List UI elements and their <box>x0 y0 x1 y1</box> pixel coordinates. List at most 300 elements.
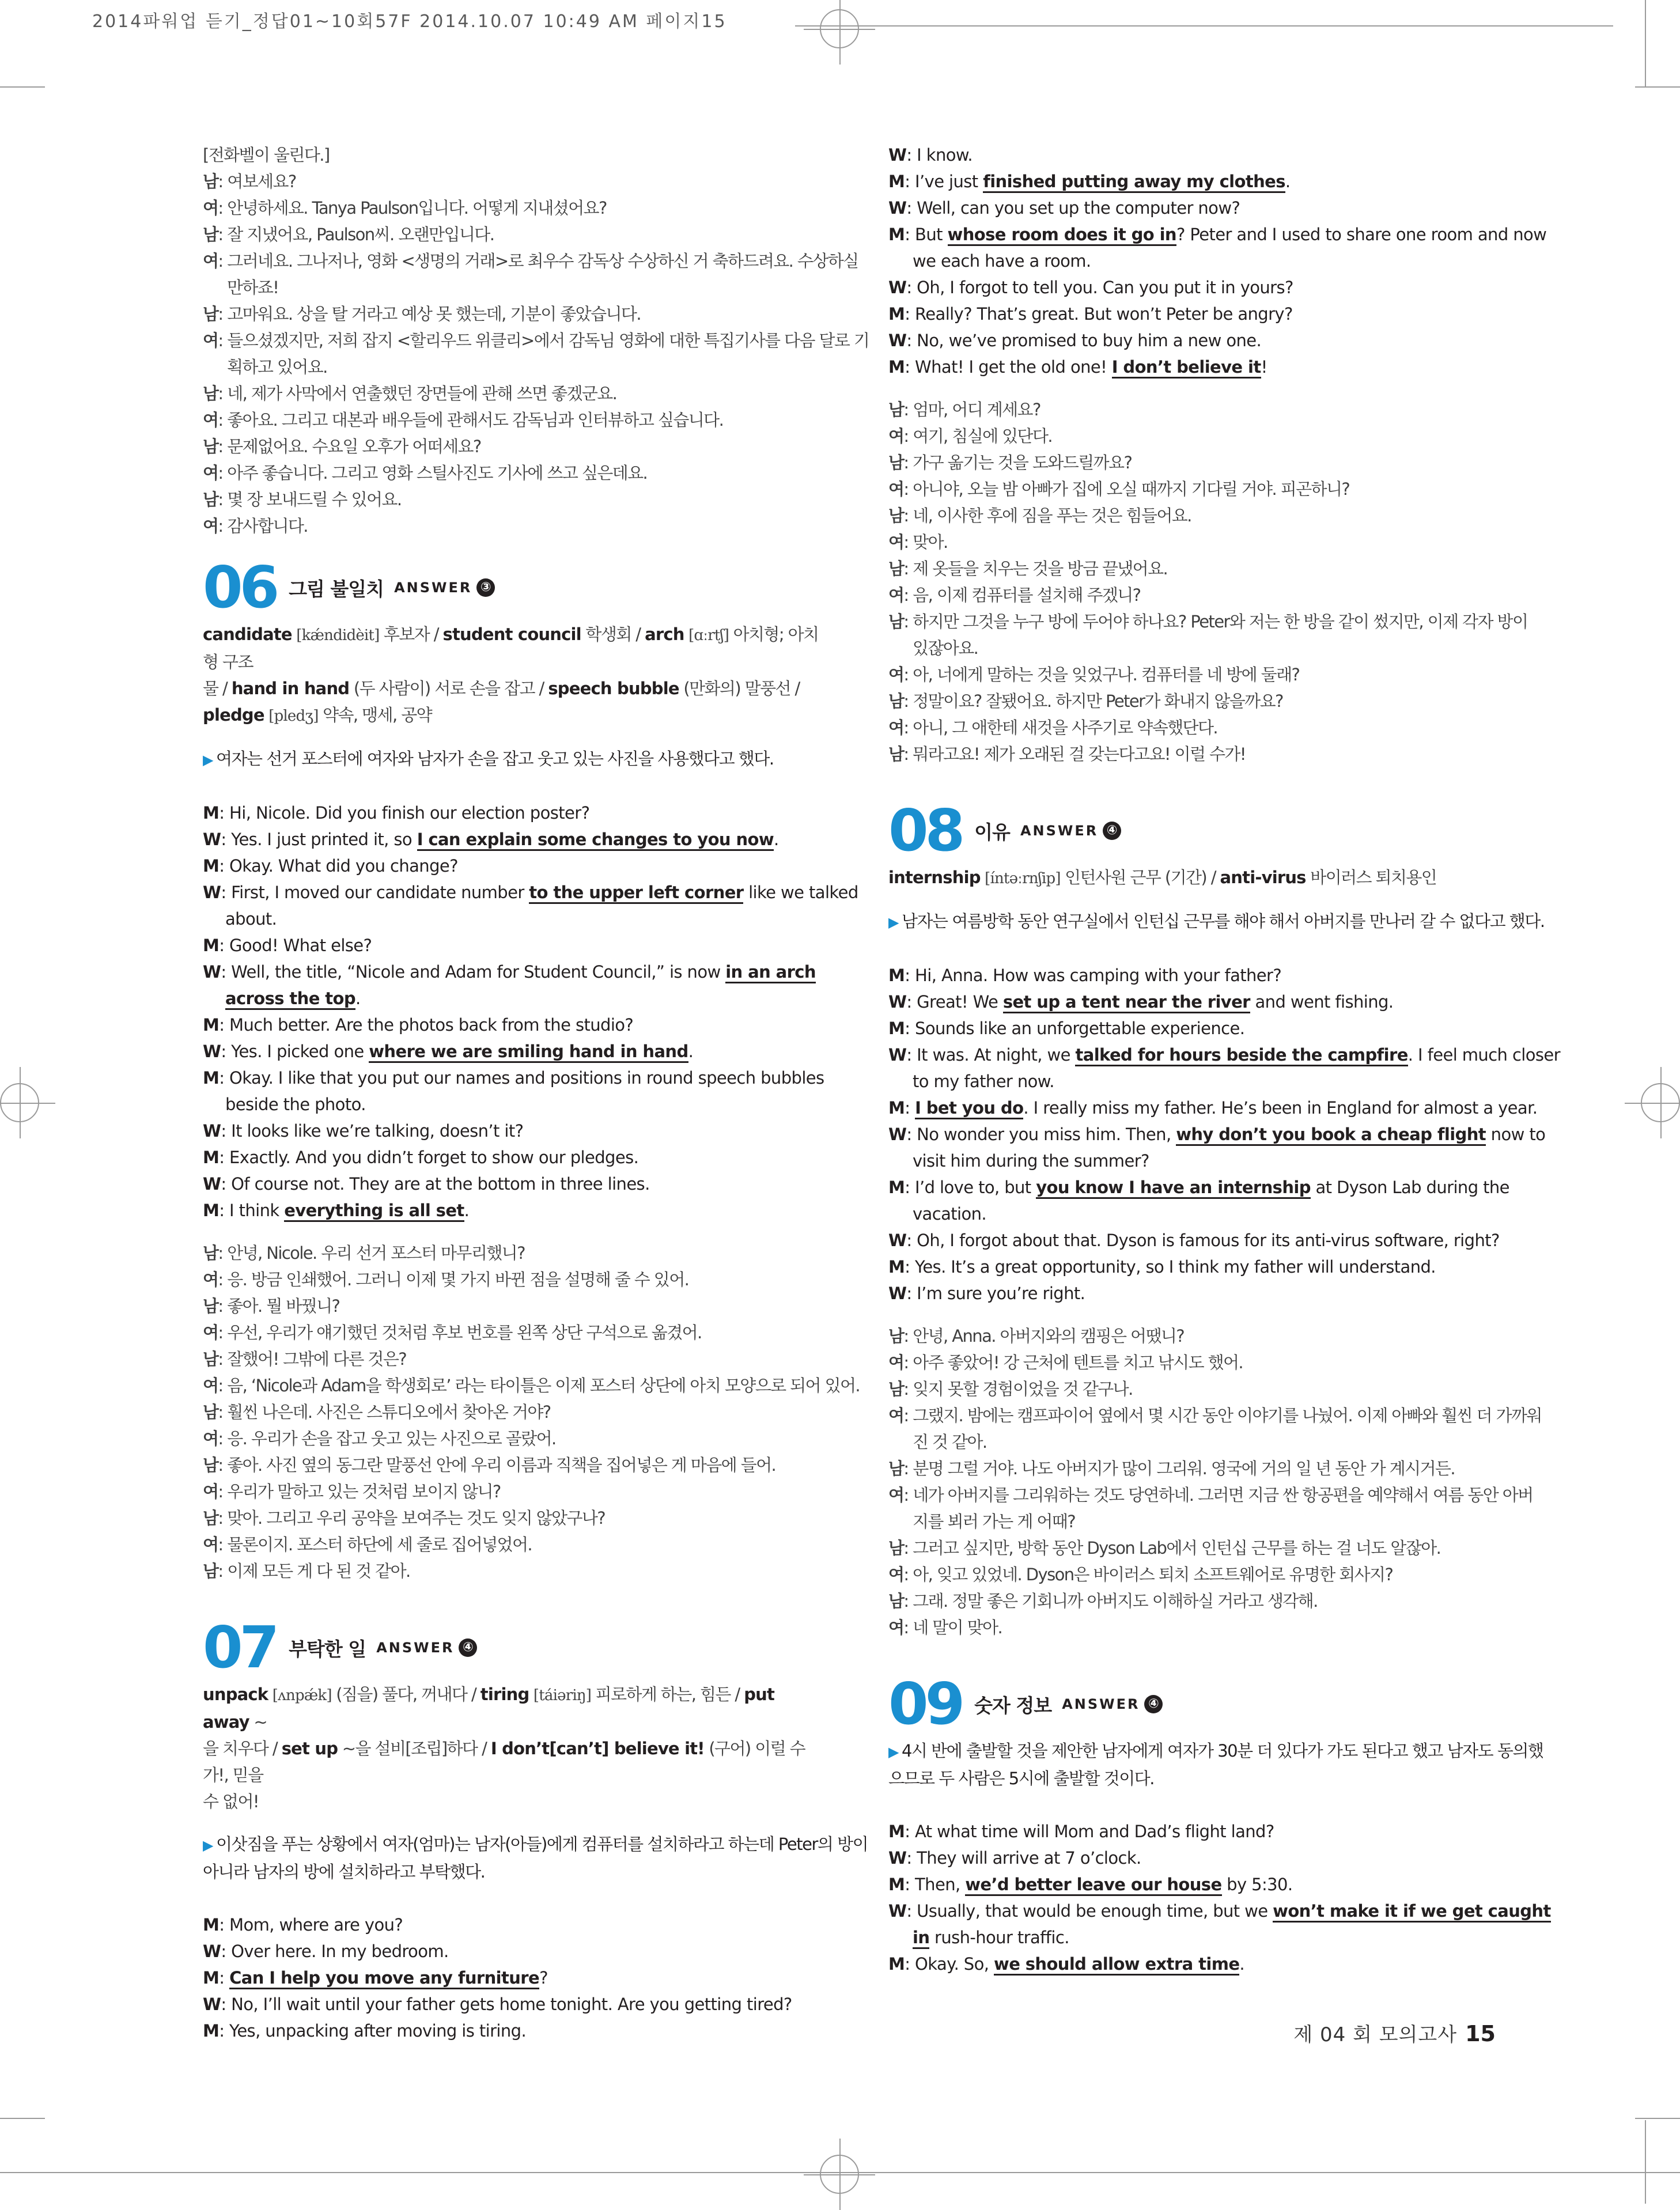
key-phrase: set up a tent near the river <box>1003 992 1250 1013</box>
korean-line <box>888 688 1514 714</box>
vocab-meaning: 수 없어! <box>203 1792 259 1811</box>
line-text: : Then, <box>905 1875 966 1894</box>
line-text: : 잊지 못할 경험이었을 것 같구나. <box>903 1379 1133 1399</box>
vocab-meaning: ~을 설비[조립]하다 / <box>338 1739 491 1758</box>
speaker-label: 남 <box>888 612 904 631</box>
dialogue-09 <box>888 1818 1551 1977</box>
korean-line <box>203 460 825 486</box>
section-08-heading <box>888 797 1514 864</box>
vocab-meaning: ~ <box>249 1712 267 1732</box>
speaker-label: W <box>203 1942 221 1961</box>
line-text: : First, I moved our candidate number <box>221 883 529 902</box>
dialogue-line <box>888 962 1514 989</box>
speaker-label: 여 <box>203 1535 218 1554</box>
korean-line <box>888 1376 1514 1402</box>
line-text: : What! I get the old one! <box>905 357 1112 377</box>
dialogue-line <box>203 1912 825 1938</box>
key-phrase: to the upper left corner <box>529 883 743 904</box>
key-phrase: we’d better leave our house <box>965 1875 1221 1896</box>
line-text: : 아, 너에게 말하는 것을 잊었구나. 컴퓨터를 네 방에 둘래? <box>903 665 1300 684</box>
line-text: : Over here. In my bedroom. <box>221 1942 449 1961</box>
speaker-label: 여 <box>888 479 904 499</box>
dialogue-line <box>888 1871 1514 1898</box>
line-text: beside the photo. <box>225 1095 366 1114</box>
vocab-term: arch <box>645 625 684 644</box>
speaker-label: 여 <box>203 1429 218 1448</box>
korean-line <box>203 1319 825 1346</box>
korean-line <box>203 221 825 248</box>
crop-line <box>1635 86 1680 88</box>
korean-line <box>203 274 825 301</box>
line-text: : 문제없어요. 수요일 오후가 어떠세요? <box>218 437 481 456</box>
dialogue-line <box>888 1095 1538 1121</box>
line-text: : Yes, unpacking after moving is tiring. <box>219 2021 527 2041</box>
dialogue-line <box>888 168 1514 195</box>
line-text: : 분명 그럴 거야. 나도 아버지가 많이 그리워. 영국에 거의 일 년 동안 가 계시거든. <box>903 1459 1455 1478</box>
dialogue-line <box>888 1818 1514 1845</box>
speaker-label: 남 <box>203 172 218 191</box>
speaker-label: 남 <box>888 1591 904 1611</box>
korean-line <box>203 142 825 168</box>
speaker-label: M <box>888 1954 905 1974</box>
vocab-term: set up <box>281 1739 338 1758</box>
speaker-label: 남 <box>203 490 218 509</box>
speaker-label: 여 <box>203 1482 218 1501</box>
speaker-label: M <box>888 1257 905 1277</box>
line-text: : I know. <box>906 145 973 165</box>
speaker-label: 여 <box>888 532 904 552</box>
line-text: : 네, 이사한 후에 짐을 푸는 것은 힘들어요. <box>903 506 1191 525</box>
key-phrase: I don’t believe it <box>1112 357 1261 379</box>
korean-line <box>203 327 869 354</box>
answer-mark: ④ <box>1103 822 1121 840</box>
speaker-label: 남 <box>203 1349 218 1369</box>
speaker-label: W <box>203 1121 221 1141</box>
speaker-label: 남 <box>203 1561 218 1581</box>
dialogue-line <box>888 354 1514 380</box>
key-phrase: why don’t you book a cheap flight <box>1176 1125 1486 1146</box>
dialogue-line <box>888 1254 1514 1280</box>
dialogue-line <box>888 1227 1514 1254</box>
line-text: : 안녕하세요. Tanya Paulson입니다. 어떻게 지내셨어요? <box>218 198 607 218</box>
dialogue-line <box>888 1042 1560 1068</box>
speaker-label: W <box>888 278 907 297</box>
speaker-label: 남 <box>888 453 904 472</box>
dialogue-line <box>203 1938 825 1965</box>
korean-line <box>203 1293 825 1319</box>
korean-line <box>888 1508 1514 1535</box>
line-text: : 감사합니다. <box>218 516 308 536</box>
dialogue-line <box>888 989 1514 1015</box>
speaker-label: 남 <box>203 1402 218 1422</box>
explanation-09-cont: 으므로 두 사람은 5시에 출발할 것이다. <box>888 1769 1154 1788</box>
line-text: : 좋아요. 그리고 대본과 배우들에 관해서도 감독님과 인터뷰하고 싶습니다. <box>218 410 724 430</box>
line-text: : They will arrive at 7 o’clock. <box>906 1848 1141 1868</box>
vocab-meaning: 을 치우다 / <box>203 1739 282 1758</box>
line-text: : No, we’ve promised to buy him a new one. <box>906 331 1262 350</box>
vocab-meaning: (구어) 이럴 수가!, 믿을 <box>203 1739 805 1785</box>
speaker-label: 남 <box>203 225 218 244</box>
dialogue-line <box>203 2018 825 2044</box>
speaker-label: M <box>888 225 905 244</box>
line-text: : Usually, that would be enough time, but we <box>906 1901 1273 1921</box>
vocabulary-08 <box>888 864 1514 892</box>
crop-line <box>1645 2120 1646 2204</box>
korean-line <box>203 248 858 274</box>
dialogue-line <box>888 301 1514 327</box>
speaker-label: W <box>203 1174 221 1194</box>
korean-line <box>203 354 825 380</box>
section-title: 이유 <box>974 820 1010 843</box>
line-text: : 여기, 침실에 있단다. <box>903 426 1052 446</box>
vocab-line <box>203 621 825 675</box>
speaker-label: W <box>888 1231 907 1250</box>
line-text: : Well, the title, “Nicole and Adam for Student Council,” is now <box>221 962 726 982</box>
line-text: vacation. <box>913 1204 987 1224</box>
dialogue-line <box>888 1201 1514 1227</box>
speaker-label: 여 <box>203 516 218 536</box>
speaker-label: W <box>888 331 907 350</box>
line-text: 진 것 같아. <box>913 1432 987 1452</box>
dialogue-line <box>888 1015 1514 1042</box>
registration-mark <box>0 1083 39 1122</box>
line-text: : But <box>905 225 948 244</box>
speaker-label: 여 <box>203 463 218 483</box>
speaker-label: M <box>203 1068 220 1088</box>
korean-line <box>203 1266 825 1293</box>
speaker-label: 여 <box>888 718 904 737</box>
line-text: : 좋아. 사진 옆의 동그란 말풍선 안에 우리 이름과 직책을 집어넣은 게 마음에 들어. <box>218 1455 776 1475</box>
crop-line <box>795 25 1613 27</box>
korean-line <box>203 195 825 221</box>
speaker-label: W <box>203 830 221 849</box>
line-text: 있잖아요. <box>913 638 978 658</box>
speaker-label: W <box>888 1284 907 1303</box>
vocab-meaning: 학생회 / <box>581 625 645 644</box>
line-text: ? Peter and I used to share one room and now <box>1176 225 1547 244</box>
line-text: : 좋아. 뭘 바꿨니? <box>218 1296 340 1316</box>
speaker-label: 여 <box>203 331 218 350</box>
speaker-label: W <box>888 198 907 218</box>
page-number: 15 <box>1465 2021 1496 2046</box>
explanation-text: 이삿짐을 푸는 상황에서 여자(엄마)는 남자(아들)에게 컴퓨터를 설치하라고 하는데 Peter의 방이 <box>215 1834 868 1854</box>
line-text: : Oh, I forgot to tell you. Can you put it in yours? <box>906 278 1293 297</box>
line-text: rush-hour traffic. <box>929 1928 1069 1947</box>
vocab-line <box>203 702 825 729</box>
key-phrase: I can explain some changes to you now <box>417 830 774 851</box>
line-text: : 아주 좋았어! 강 근처에 텐트를 치고 낚시도 했어. <box>903 1353 1243 1372</box>
line-text: : 아니, 그 애한테 새것을 사주기로 약속했단다. <box>903 718 1217 737</box>
line-text: : 그러네요. 그나저나, 영화 <생명의 거래>로 최우수 감독상 수상하신 거 축하드려요. 수상하실 <box>218 251 858 271</box>
line-text: : 안녕, Nicole. 우리 선거 포스터 마무리했니? <box>218 1243 525 1263</box>
line-text: : 뭐라고요! 제가 오래된 걸 갖는다고요! 이럴 수가! <box>903 744 1246 764</box>
vocab-term: hand in hand <box>231 679 350 698</box>
line-text: : Exactly. And you didn’t forget to show our pledges. <box>219 1148 639 1167</box>
korean-line <box>888 582 1514 608</box>
speaker-label: 남 <box>888 691 904 711</box>
crop-line <box>1645 0 1646 86</box>
speaker-label: M <box>888 966 905 985</box>
section-number: 06 <box>203 554 277 621</box>
dialogue-line <box>888 327 1514 354</box>
korean-line <box>888 396 1514 423</box>
phonetic: [kǽndidèit] <box>292 627 384 644</box>
line-text: : Hi, Nicole. Did you finish our election poster? <box>219 803 590 823</box>
line-text: : Good! What else? <box>219 936 372 955</box>
line-text: : 이제 모든 게 다 된 것 같아. <box>218 1561 410 1581</box>
key-phrase: I bet you do <box>915 1098 1023 1119</box>
vocab-meaning: 후보자 / <box>383 625 443 644</box>
vocab-term: unpack <box>203 1685 268 1704</box>
dialogue-line <box>888 142 1514 168</box>
registration-mark <box>820 9 859 48</box>
answer-label: ANSWER <box>394 580 472 596</box>
exam-label: 제 04 회 모의고사 <box>1293 2023 1458 2046</box>
section-number: 07 <box>203 1614 277 1681</box>
section-06-heading <box>203 554 825 621</box>
line-text: ? <box>539 1968 548 1988</box>
line-text: : 아주 좋습니다. 그리고 영화 스틸사진도 기사에 쓰고 싶은데요. <box>218 463 648 483</box>
key-phrase: in an arch <box>725 962 816 983</box>
dialogue-line <box>203 1038 825 1065</box>
line-text: at Dyson Lab during the <box>1310 1178 1509 1197</box>
explanation-text: 4시 반에 출발할 것을 제안한 남자에게 여자가 30분 더 있다가 가도 된다고 했고 남자도 동의했 <box>901 1741 1543 1761</box>
dialogue-line <box>203 1197 825 1224</box>
key-phrase: where we are smiling hand in hand <box>369 1042 688 1063</box>
korean-line <box>888 1349 1514 1376</box>
korean-line <box>203 301 825 327</box>
korean-line <box>203 1346 825 1372</box>
dialogue-line <box>203 1171 825 1197</box>
line-text: 획하고 있어요. <box>227 357 327 377</box>
dialogue-line <box>203 932 825 959</box>
line-text: : Mom, where are you? <box>219 1915 403 1935</box>
korean-line <box>888 714 1514 741</box>
line-text: : Yes. It’s a great opportunity, so I think my father will understand. <box>905 1257 1436 1277</box>
vocab-term: put away <box>203 1685 775 1732</box>
line-text: : 음, 이제 컴퓨터를 설치해 주겠니? <box>903 585 1141 605</box>
dialogue-line <box>888 248 1514 274</box>
vocab-meaning: (짐을) 풀다, 꺼내다 / <box>336 1685 480 1704</box>
speaker-label: 여 <box>888 665 904 684</box>
korean-line <box>203 1558 825 1584</box>
speaker-label: W <box>203 962 221 982</box>
line-text: . I feel much closer <box>1407 1045 1560 1065</box>
speaker-label: 여 <box>203 1376 218 1395</box>
speaker-label: M <box>203 803 220 823</box>
speaker-label: W <box>888 145 907 165</box>
speaker-label: 여 <box>203 410 218 430</box>
vocab-term: tiring <box>480 1685 529 1704</box>
vocab-meaning: 약속, 맹세, 공약 <box>323 705 432 725</box>
crop-line <box>0 86 45 88</box>
line-text: : It was. At night, we <box>906 1045 1076 1065</box>
speaker-label: 남 <box>203 384 218 403</box>
left-column <box>203 142 869 2044</box>
line-text: : It looks like we’re talking, doesn’t it? <box>221 1121 524 1141</box>
line-text: now to <box>1486 1125 1546 1144</box>
korean-line <box>203 1478 825 1505</box>
line-text: : 몇 장 보내드릴 수 있어요. <box>218 490 402 509</box>
dialogue-line <box>888 1068 1514 1095</box>
dialogue-line <box>888 274 1514 301</box>
speaker-label: W <box>203 883 221 902</box>
line-text: : Oh, I forgot about that. Dyson is famous for its anti-virus software, right? <box>906 1231 1500 1250</box>
korean-line <box>888 635 1514 661</box>
explanation-09 <box>888 1738 1543 1765</box>
dialogue-line <box>203 800 825 826</box>
line-text: : Of course not. They are at the bottom in three lines. <box>221 1174 650 1194</box>
line-text: 만하죠! <box>227 278 279 297</box>
key-phrase: everything is all set <box>284 1201 464 1222</box>
line-text: : 들으셨겠지만, 저희 잡지 <할리우드 위클리>에서 감독님 영화에 대한 특집기사를 다음 달로 기 <box>218 331 869 350</box>
speaker-label: M <box>888 1822 905 1841</box>
speaker-label: 여 <box>888 585 904 605</box>
transcript-korean-07 <box>888 396 1528 767</box>
speaker-label: 남 <box>888 1538 904 1558</box>
dialogue-line <box>203 853 825 879</box>
speaker-label: 남 <box>888 1326 904 1346</box>
korean-line <box>888 1429 1514 1455</box>
korean-line <box>203 380 825 407</box>
line-text: : I’d love to, but <box>905 1178 1036 1197</box>
section-title: 숫자 정보 <box>974 1694 1052 1717</box>
line-text: : <box>905 1098 915 1118</box>
korean-line <box>888 555 1514 582</box>
speaker-label: M <box>888 1875 905 1894</box>
phonetic: [pledʒ] <box>264 707 323 725</box>
vocab-line <box>888 864 1514 892</box>
line-text: : 하지만 그것을 누구 방에 두어야 하나요? Peter와 저는 한 방을 같이 썼지만, 이제 각자 방이 <box>903 612 1528 631</box>
speaker-label: M <box>203 1915 220 1935</box>
vocab-line <box>203 1735 825 1788</box>
speaker-label: 남 <box>203 437 218 456</box>
line-text: : Great! We <box>906 992 1003 1012</box>
line-text: : 맞아. <box>903 532 948 552</box>
speaker-label: 여 <box>888 1485 904 1505</box>
key-phrase: talked for hours beside the campfire <box>1075 1045 1407 1066</box>
dialogue-line <box>203 1065 825 1091</box>
vocabulary-07 <box>203 1681 825 1815</box>
key-phrase: we should allow extra time <box>994 1954 1239 1976</box>
speaker-label: 남 <box>888 400 904 419</box>
key-phrase: whose room does it go in <box>948 225 1176 246</box>
korean-line <box>888 423 1514 449</box>
section-number: 09 <box>888 1670 962 1738</box>
line-text: : Okay. What did you change? <box>219 856 458 876</box>
line-text: and went fishing. <box>1250 992 1394 1012</box>
line-text: : 그래. 정말 좋은 기회니까 아버지도 이해하실 거라고 생각해. <box>903 1591 1318 1611</box>
korean-line <box>203 168 825 195</box>
vocab-term: I don’t[can’t] believe it! <box>490 1739 705 1758</box>
line-text: : 잘 지냈어요, Paulson씨. 오랜만입니다. <box>218 225 494 244</box>
dialogue-line <box>203 879 858 906</box>
vocab-meaning: (만화의) 말풍선 / <box>679 679 800 698</box>
dialogue-line <box>203 985 825 1012</box>
line-text: : Really? That’s great. But won’t Peter be angry? <box>905 304 1293 324</box>
section-07-heading <box>203 1614 825 1681</box>
speaker-label: 남 <box>203 1296 218 1316</box>
dialogue-07-continued <box>888 142 1547 380</box>
line-text: : 제 옷들을 치우는 것을 방금 끝냈어요. <box>903 559 1168 578</box>
answer-label: ANSWER <box>1020 823 1099 839</box>
speaker-label: 여 <box>203 251 218 271</box>
key-phrase: Can I help you move any furniture <box>229 1968 539 1989</box>
speaker-label: M <box>888 304 905 324</box>
line-text: . I really miss my father. He’s been in England for almost a year. <box>1023 1098 1538 1118</box>
korean-line <box>888 741 1514 767</box>
korean-line <box>203 486 825 513</box>
korean-line <box>888 1588 1514 1614</box>
speaker-label: 남 <box>888 1459 904 1478</box>
speaker-label: M <box>888 1178 905 1197</box>
vocab-meaning: 인턴사원 근무 (기간) / <box>1065 868 1220 887</box>
explanation-08 <box>888 908 1545 936</box>
line-text: : 여보세요? <box>218 172 296 191</box>
line-text: : 그랬지. 밤에는 캠프파이어 옆에서 몇 시간 동안 이야기를 나눴어. 이제 아빠와 훨씬 더 가까워 <box>903 1406 1542 1425</box>
speaker-label: 여 <box>203 1270 218 1289</box>
korean-line <box>203 1531 825 1558</box>
line-text: : 네가 아버지를 그리워하는 것도 당연하네. 그러면 지금 싼 항공편을 예약해서 여름 동안 아버 <box>903 1485 1533 1505</box>
speaker-label: M <box>888 357 905 377</box>
korean-line <box>888 1614 1514 1641</box>
korean-line <box>203 1425 825 1452</box>
speaker-label: 남 <box>203 304 218 324</box>
vocab-term: pledge <box>203 705 264 725</box>
korean-line <box>888 1455 1514 1482</box>
line-text: : 네, 제가 사막에서 연출했던 장면들에 관해 쓰면 좋겠군요. <box>218 384 617 403</box>
section-09-heading <box>888 1670 1514 1738</box>
crop-line <box>1635 2118 1680 2119</box>
dialogue-06 <box>203 800 858 1224</box>
korean-line <box>203 407 825 433</box>
dialogue-line <box>203 906 825 932</box>
dialogue-line <box>203 959 825 985</box>
dialogue-line <box>203 1965 825 1991</box>
dialogue-line <box>888 1845 1514 1871</box>
line-text: : 아니야, 오늘 밤 아빠가 집에 오실 때까지 기다릴 거야. 피곤하니? <box>903 479 1350 499</box>
explanation-text: 여자는 선거 포스터에 여자와 남자가 손을 잡고 웃고 있는 사진을 사용했다고 했다. <box>215 749 774 769</box>
speaker-label: 남 <box>203 1243 218 1263</box>
korean-line <box>203 1399 825 1425</box>
line-text: : 안녕, Anna. 아버지와의 캠핑은 어땠니? <box>903 1326 1185 1346</box>
speaker-label: W <box>888 992 907 1012</box>
line-text: : 아, 잊고 있었네. Dyson은 바이러스 퇴치 소프트웨어로 유명한 회사지? <box>903 1565 1393 1584</box>
speaker-label: 여 <box>888 1618 904 1637</box>
line-text: : 음, ‘Nicole과 Adam을 학생회로’ 라는 타이틀은 이제 포스터 상단에 아치 모양으로 되어 있어. <box>218 1376 860 1395</box>
explanation-06 <box>203 746 825 773</box>
line-text: . <box>688 1042 694 1061</box>
dialogue-line <box>203 1991 825 2018</box>
print-header: 2014파워업 듣기_정답01~10회57F 2014.10.07 10:49 AM 페이지15 <box>92 12 727 32</box>
triangle-bullet-icon: ▶ <box>888 914 898 930</box>
line-text: : 그러고 싶지만, 방학 동안 Dyson Lab에서 인턴십 근무를 하는 걸 너도 알잖아. <box>903 1538 1441 1558</box>
korean-line <box>203 513 825 539</box>
phonetic: [íntəːrnʃip] <box>980 870 1065 887</box>
dialogue-line <box>203 1091 825 1118</box>
speaker-label: M <box>203 936 220 955</box>
speaker-label: M <box>203 1201 220 1220</box>
korean-line <box>203 433 825 460</box>
line-text: like we talked <box>743 883 858 902</box>
dialogue-line <box>888 1280 1514 1307</box>
line-text: : At what time will Mom and Dad’s flight land? <box>905 1822 1274 1841</box>
dialogue-line <box>888 195 1514 221</box>
dialogue-line <box>888 1121 1546 1148</box>
dialogue-07 <box>203 1912 825 2044</box>
triangle-bullet-icon: ▶ <box>888 1744 898 1760</box>
speaker-label: M <box>203 1015 220 1035</box>
